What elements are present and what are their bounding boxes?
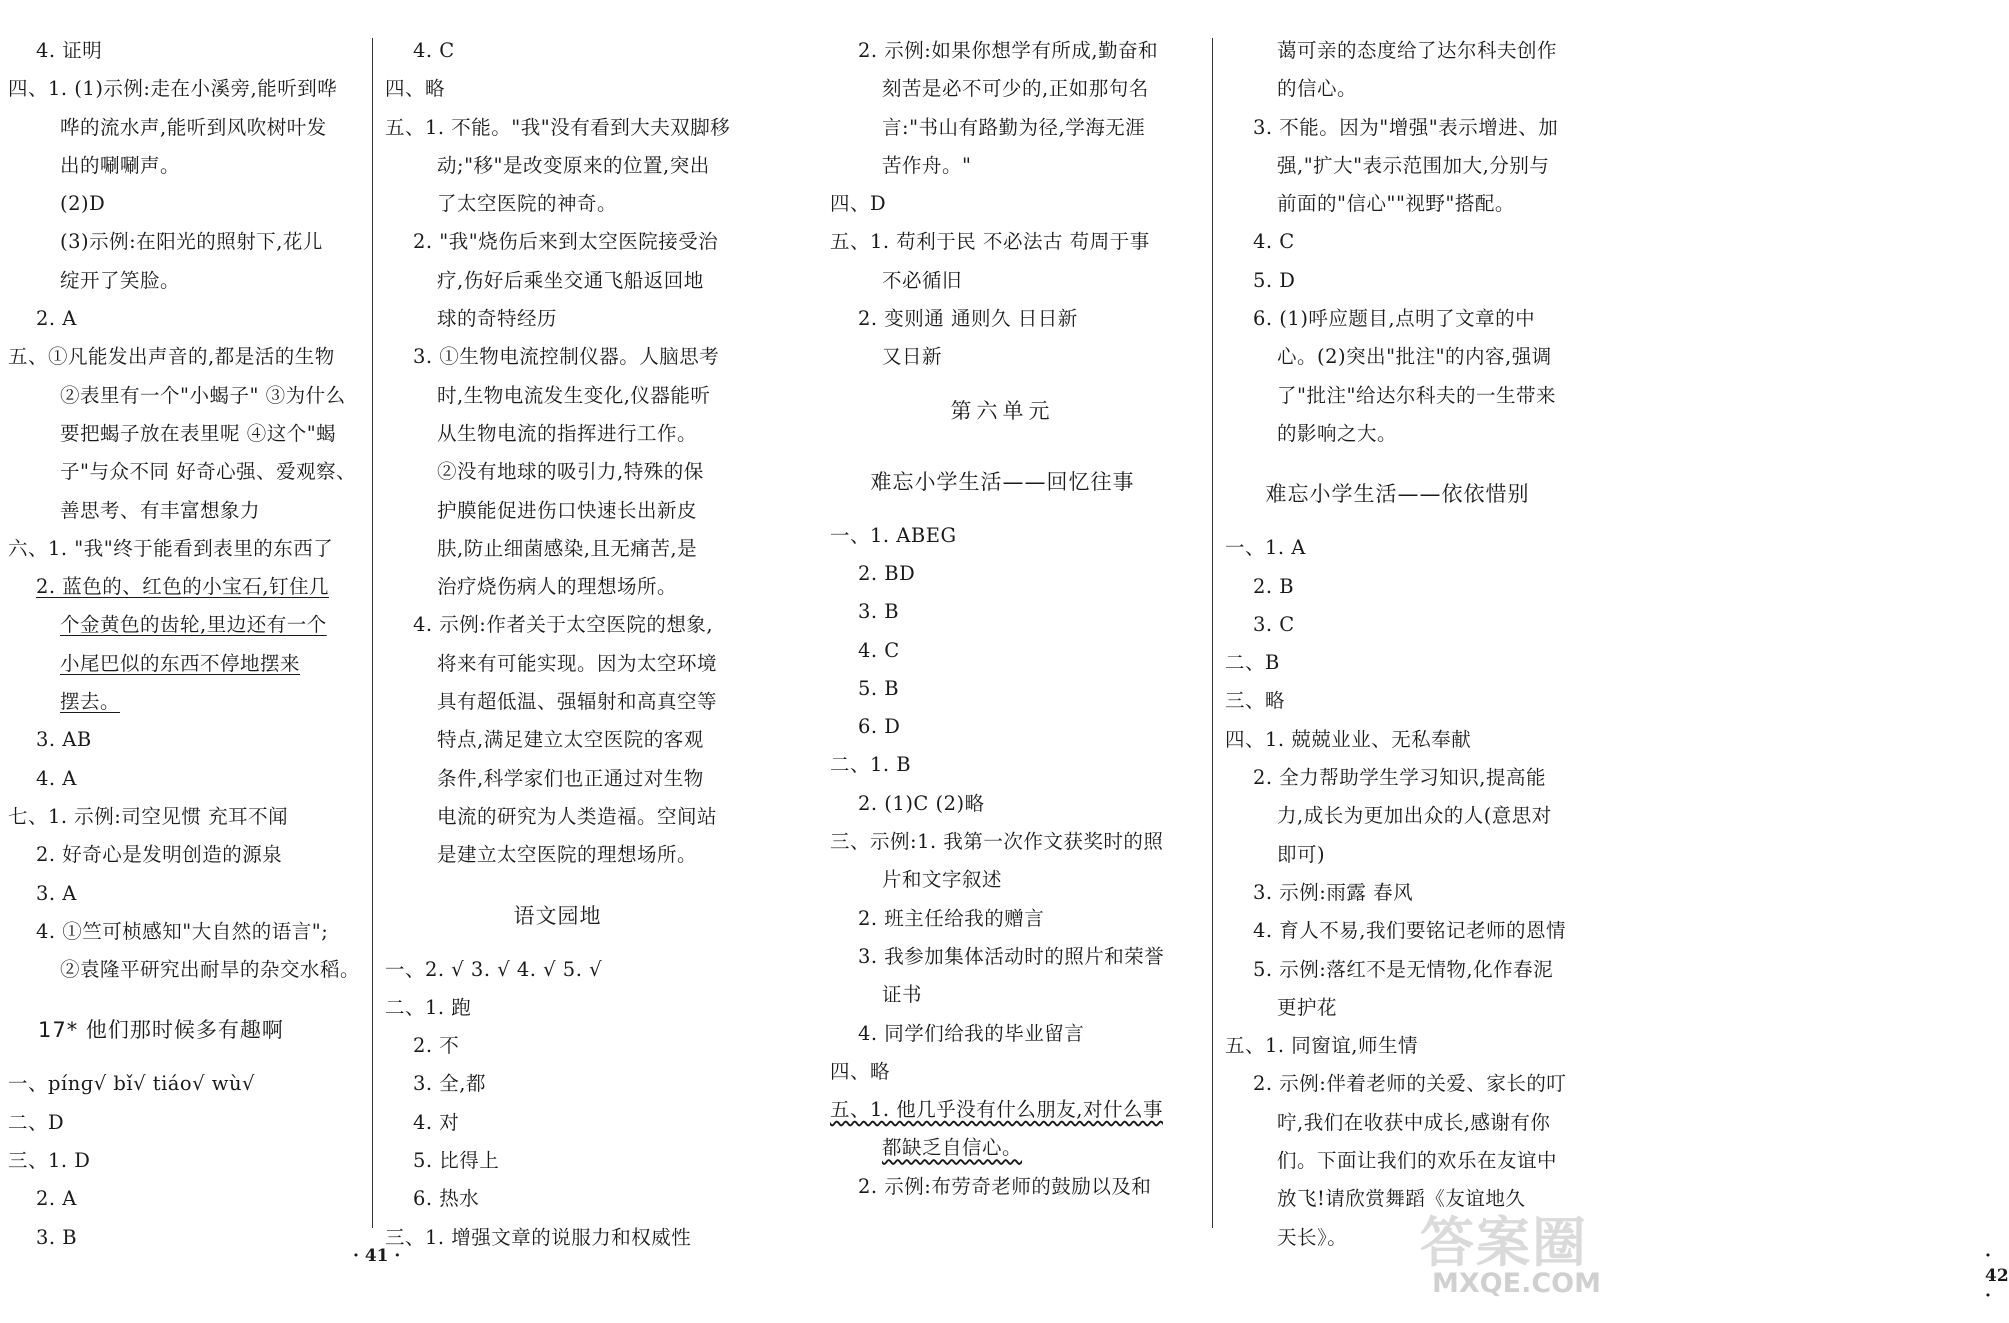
answer-line: 三、1. D <box>8 1149 91 1173</box>
page-number: · 42 · <box>1985 1246 2009 1306</box>
answer-line: 4. 证明 <box>36 39 103 62</box>
answer-line: 不必循旧 <box>882 268 963 292</box>
answer-line: ②没有地球的吸引力,特殊的保 <box>437 460 704 484</box>
answer-line: 4. 同学们给我的毕业留言 <box>858 1021 1085 1045</box>
answer-line: 蔼可亲的态度给了达尔科夫创作 <box>1277 39 1558 62</box>
section-title: 难忘小学生活——依依惜别 <box>1265 482 1530 507</box>
underlined-answer-line: 摆去。 <box>60 690 121 714</box>
answer-line: (3)示例:在阳光的照射下,花儿 <box>60 230 323 254</box>
answer-line: 2. BD <box>858 561 916 585</box>
answer-line: 又日新 <box>882 345 943 369</box>
answer-line: 绽开了笑脸。 <box>60 268 181 292</box>
answer-line: 五、1. 同窗谊,师生情 <box>1225 1034 1419 1058</box>
answer-line: 要把蝎子放在表里呢 ④这个"蝎 <box>60 421 337 445</box>
answer-line: 的信心。 <box>1277 77 1358 101</box>
watermark-url: MXQE.COM <box>1432 1268 1601 1299</box>
answer-line: 4. 对 <box>413 1110 460 1134</box>
answer-line: 四、略 <box>830 1059 891 1083</box>
answer-line: 苦作舟。" <box>882 153 972 177</box>
page-right <box>820 0 2009 1323</box>
answer-line: 前面的"信心""视野"搭配。 <box>1277 192 1515 216</box>
answer-line: 4. C <box>858 638 900 662</box>
page-left <box>0 0 780 1323</box>
answer-line: 时,生物电流发生变化,仪器能听 <box>437 383 711 407</box>
answer-line: 的影响之大。 <box>1277 421 1398 445</box>
answer-line: 三、1. 增强文章的说服力和权威性 <box>385 1225 692 1249</box>
answer-line: 5. 比得上 <box>413 1149 500 1173</box>
answer-line: 4. 示例:作者关于太空医院的想象, <box>413 613 714 637</box>
answer-line: 5. 示例:落红不是无情物,化作春泥 <box>1253 957 1554 981</box>
answer-line: 2. A <box>36 307 77 331</box>
answer-line: 3. 示例:雨露 春风 <box>1253 880 1414 904</box>
answer-line: 三、示例:1. 我第一次作文获奖时的照 <box>830 830 1164 854</box>
answer-line: 5. D <box>1253 268 1296 292</box>
answer-line: 更护花 <box>1277 995 1338 1019</box>
answer-line: 哗的流水声,能听到风吹树叶发 <box>60 115 327 139</box>
answer-line: 善思考、有丰富想象力 <box>60 498 261 522</box>
underlined-answer-line: 2. 蓝色的、红色的小宝石,钉住几 <box>36 575 330 599</box>
answer-line: 特点,满足建立太空医院的客观 <box>437 728 704 752</box>
answer-line: 一、1. A <box>1225 536 1306 560</box>
section-title: 难忘小学生活——回忆往事 <box>870 469 1135 494</box>
column-3 <box>830 32 1175 1206</box>
answer-line: 是建立太空医院的理想场所。 <box>437 843 698 867</box>
answer-line: 刻苦是必不可少的,正如那句名 <box>882 77 1149 101</box>
answer-line: 6. D <box>858 715 901 739</box>
answer-line: 治疗烧伤病人的理想场所。 <box>437 575 678 599</box>
answer-line: 二、B <box>1225 651 1280 675</box>
answer-line: 三、略 <box>1225 689 1286 713</box>
page-number: · 41 · <box>353 1246 401 1266</box>
answer-line: 3. C <box>1253 612 1295 636</box>
answer-line: 心。(2)突出"批注"的内容,强调 <box>1277 345 1552 369</box>
answer-line: ②表里有一个"小蝎子" ③为什么 <box>60 383 346 407</box>
answer-line: 4. C <box>413 39 455 62</box>
answer-line: 具有超低温、强辐射和高真空等 <box>437 690 718 714</box>
answer-line: 4. A <box>36 766 77 790</box>
answer-line: 3. 不能。因为"增强"表示增进、加 <box>1253 115 1559 139</box>
answer-line: 动;"移"是改变原来的位置,突出 <box>437 153 710 177</box>
column-divider <box>1212 38 1213 1228</box>
answer-line: 天长》。 <box>1277 1225 1348 1249</box>
answer-line: 6. (1)呼应题目,点明了文章的中 <box>1253 307 1536 331</box>
watermark-logo <box>1420 1200 1601 1310</box>
answer-line: 3. AB <box>36 728 92 752</box>
answer-line: 2. A <box>36 1187 77 1211</box>
answer-line: 子"与众不同 好奇心强、爱观察、 <box>60 460 357 484</box>
answer-line: 2. "我"烧伤后来到太空医院接受治 <box>413 230 719 254</box>
answer-line: 即可) <box>1277 842 1326 866</box>
column-1 <box>8 32 361 1257</box>
answer-line: 肤,防止细菌感染,且无痛苦,是 <box>437 536 698 560</box>
column-2 <box>385 32 730 1257</box>
watermark-text: 答案圈 <box>1420 1211 1588 1274</box>
answer-line: 四、略 <box>385 77 446 101</box>
answer-line: 六、1. "我"终于能看到表里的东西了 <box>8 536 334 560</box>
answer-line: 证书 <box>882 983 923 1007</box>
answer-line: 力,成长为更加出众的人(意思对 <box>1277 804 1552 828</box>
answer-line: 一、1. ABEG <box>830 523 957 547</box>
answer-line: 将来有可能实现。因为太空环境 <box>437 651 718 675</box>
answer-line: 一、2. √ 3. √ 4. √ 5. √ <box>385 957 603 981</box>
answer-line: 二、D <box>8 1110 65 1134</box>
wavy-underlined-answer-line: 五、1. 他几乎没有什么朋友,对什么事 <box>830 1098 1164 1122</box>
answer-line: 2. (1)C (2)略 <box>858 791 985 815</box>
answer-line: 护膜能促进伤口快速长出新皮 <box>437 498 698 522</box>
answer-line: 3. A <box>36 881 77 905</box>
answer-line: 2. 班主任给我的赠言 <box>858 906 1045 930</box>
underlined-answer-line: 小尾巴似的东西不停地摆来 <box>60 651 301 675</box>
answer-line: 2. 示例:布劳奇老师的鼓励以及和 <box>858 1174 1152 1198</box>
answer-line: 五、1. 苟利于民 不必法古 苟周于事 <box>830 230 1150 254</box>
answer-line: 4. ①竺可桢感知"大自然的语言"; <box>36 919 329 943</box>
answer-line: 二、1. 跑 <box>385 995 472 1019</box>
answer-line: 4. 育人不易,我们要铭记老师的恩情 <box>1253 919 1567 943</box>
lesson-title: 17* 他们那时候多有趣啊 <box>38 1018 284 1043</box>
answer-line: 条件,科学家们也正通过对生物 <box>437 766 704 790</box>
answer-line: 2. 示例:如果你想学有所成,勤奋和 <box>858 39 1159 62</box>
answer-line: 2. 示例:伴着老师的关爱、家长的叮 <box>1253 1072 1567 1096</box>
answer-line: 二、1. B <box>830 753 912 777</box>
answer-line: 疗,伤好后乘坐交通飞船返回地 <box>437 268 704 292</box>
answer-line: 片和文字叙述 <box>882 868 1003 892</box>
answer-line: 电流的研究为人类造福。空间站 <box>437 804 718 828</box>
underlined-answer-line: 个金黄色的齿轮,里边还有一个 <box>60 613 327 637</box>
answer-line: 了太空医院的神奇。 <box>437 192 618 216</box>
answer-line: 3. ①生物电流控制仪器。人脑思考 <box>413 345 720 369</box>
answer-line: 五、①凡能发出声音的,都是活的生物 <box>8 345 335 369</box>
answer-line: 2. 好奇心是发明创造的源泉 <box>36 843 283 867</box>
answer-line: 3. B <box>36 1225 78 1249</box>
answer-line: 们。下面让我们的欢乐在友谊中 <box>1277 1149 1558 1173</box>
answer-line: 3. 全,都 <box>413 1072 487 1096</box>
column-divider <box>372 38 373 1228</box>
answer-line: 6. 热水 <box>413 1187 480 1211</box>
answer-line: 3. B <box>858 600 900 624</box>
answer-line: 四、1. (1)示例:走在小溪旁,能听到哗 <box>8 77 338 101</box>
answer-line: (2)D <box>60 192 106 216</box>
answer-line: ②袁隆平研究出耐旱的杂交水稻。 <box>60 958 361 982</box>
answer-line: 2. 不 <box>413 1034 460 1058</box>
answer-line: 咛,我们在收获中成长,感谢有你 <box>1277 1110 1551 1134</box>
answer-line: 5. B <box>858 676 900 700</box>
answer-line: 四、D <box>830 192 887 216</box>
answer-line: 2. 全力帮助学生学习知识,提高能 <box>1253 766 1547 790</box>
answer-line: 2. 变则通 通则久 日日新 <box>858 307 1078 331</box>
answer-line: 出的唰唰声。 <box>60 153 181 177</box>
answer-line: 了"批注"给达尔科夫的一生带来 <box>1277 383 1556 407</box>
answer-line: 强,"扩大"表示范围加大,分别与 <box>1277 153 1550 177</box>
answer-line: 放飞!请欣赏舞蹈《友谊地久 <box>1277 1187 1526 1211</box>
unit-title: 第六单元 <box>950 398 1055 423</box>
column-4 <box>1225 32 1570 1257</box>
answer-line: 七、1. 示例:司空见惯 充耳不闻 <box>8 804 289 828</box>
answer-line: 五、1. 不能。"我"没有看到大夫双脚移 <box>385 115 731 139</box>
answer-line: 四、1. 兢兢业业、无私奉献 <box>1225 727 1472 751</box>
answer-line: 3. 我参加集体活动时的照片和荣誉 <box>858 944 1165 968</box>
answer-line: 一、pínɡ√ bǐ√ tiáo√ wù√ <box>8 1072 255 1096</box>
answer-line: 言:"书山有路勤为径,学海无涯 <box>882 115 1146 139</box>
answer-line: 4. C <box>1253 230 1295 254</box>
wavy-underlined-answer-line: 都缺乏自信心。 <box>882 1136 1023 1160</box>
answer-line: 球的奇特经历 <box>437 307 558 331</box>
answer-line: 从生物电流的指挥进行工作。 <box>437 421 698 445</box>
section-title: 语文园地 <box>513 903 602 928</box>
answer-line: 2. B <box>1253 574 1295 598</box>
